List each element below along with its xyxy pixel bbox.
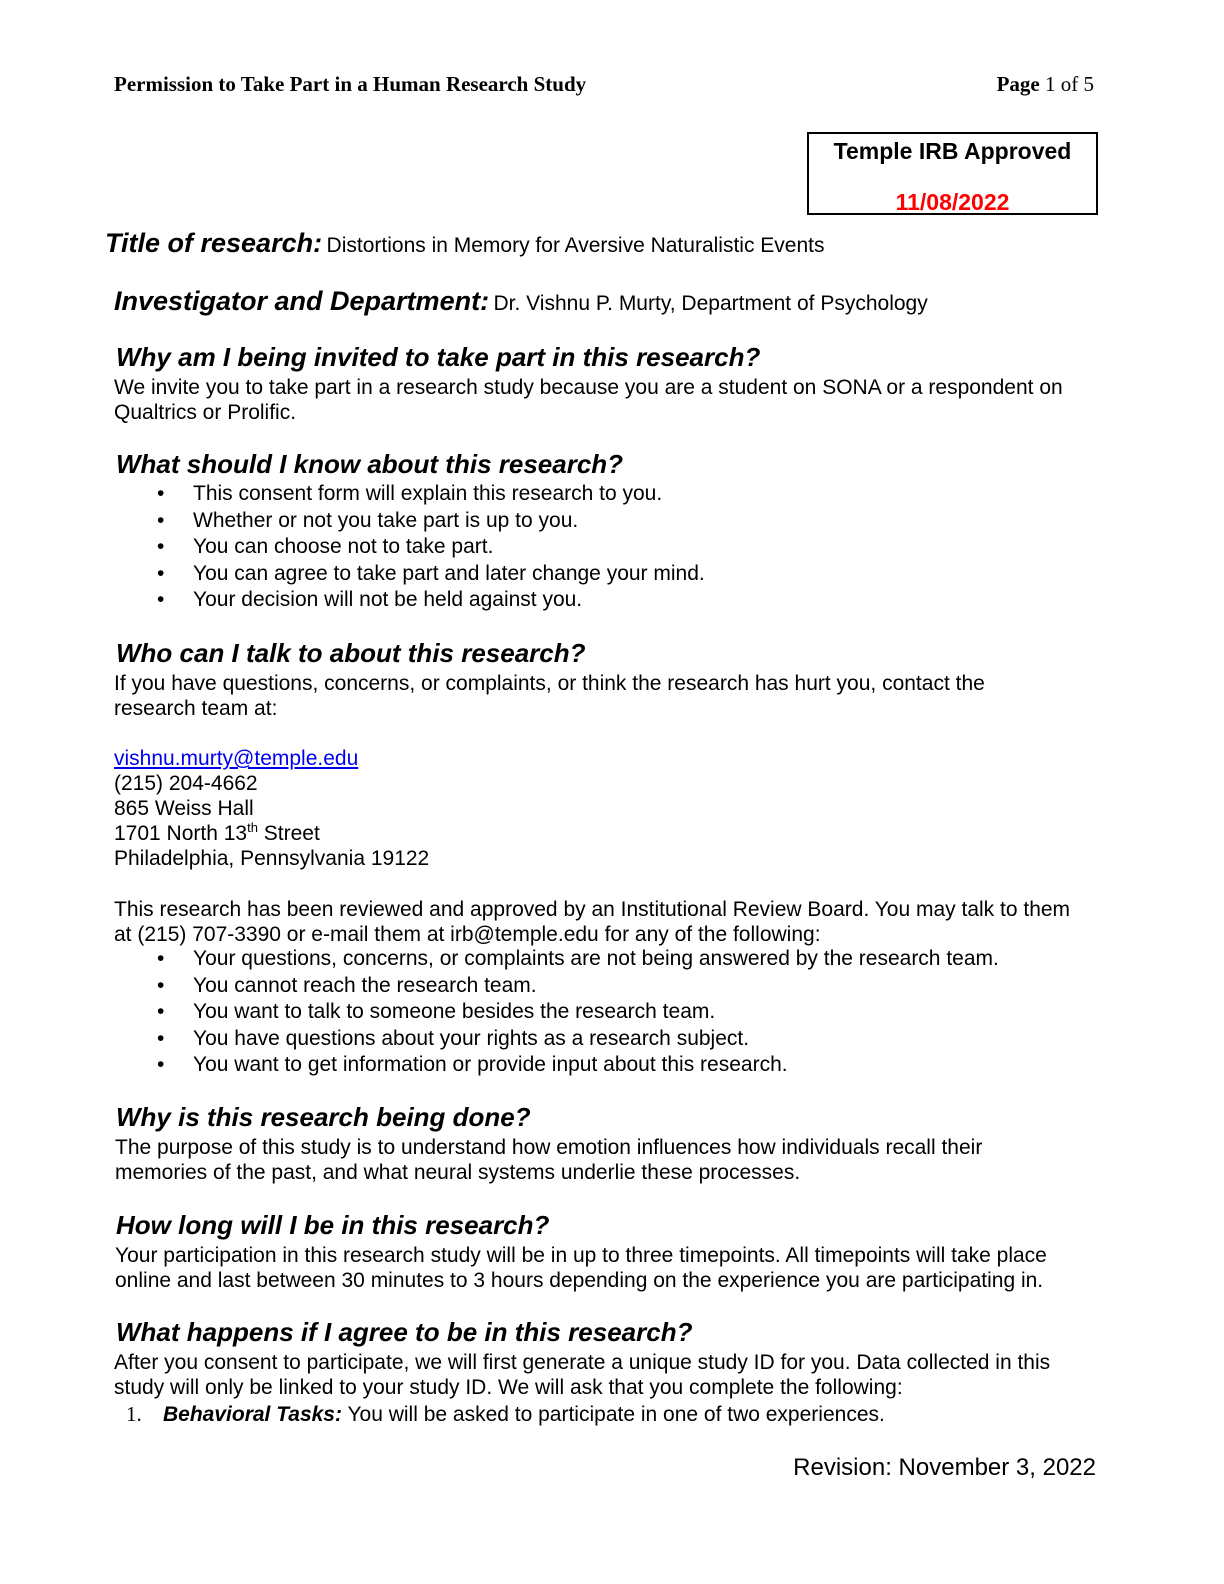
what-know-list xyxy=(114,481,705,614)
why-invited-text: We invite you to take part in a research study because you are a student on SONA or a respondent on Qualtrics or Prolific. xyxy=(114,376,1063,424)
list-item: • You cannot reach the research team. xyxy=(114,973,999,1000)
why-invited-heading: Why am I being invited to take part in this research? xyxy=(116,342,761,372)
why-done-heading: Why is this research being done? xyxy=(116,1102,531,1132)
research-title-line xyxy=(105,228,825,259)
contact-email-link[interactable]: vishnu.murty@temple.edu xyxy=(114,747,359,770)
irb-reasons-list xyxy=(114,946,999,1079)
list-number: 1. xyxy=(126,1402,142,1426)
list-item: • This consent form will explain this research to you. xyxy=(114,481,705,508)
list-item-text: You will be asked to participate in one of two experiences. xyxy=(341,1403,885,1426)
list-item: • Your questions, concerns, or complaints are not being answered by the research team. xyxy=(114,946,999,973)
page-number xyxy=(997,72,1094,97)
list-item: • You want to talk to someone besides the research team. xyxy=(114,999,999,1026)
document-title: Permission to Take Part in a Human Research Study xyxy=(114,72,587,96)
page-label: Page xyxy=(996,72,1040,96)
what-happens-heading: What happens if I agree to be in this research? xyxy=(116,1317,693,1347)
how-long-text: Your participation in this research study will be in up to three timepoints. All timepoints will take place online and last between 30 minutes to 3 hours depending on the experience you are participating in. xyxy=(115,1244,1047,1292)
how-long-heading: How long will I be in this research? xyxy=(116,1210,550,1240)
list-item: • You have questions about your rights as a research subject. xyxy=(114,1026,999,1053)
irb-stamp-date: 11/08/2022 xyxy=(895,189,1010,215)
contact-room: 865 Weiss Hall xyxy=(114,797,254,820)
investigator-line xyxy=(114,286,928,317)
research-title-label: Title of research: xyxy=(105,228,323,258)
investigator-label: Investigator and Department: xyxy=(114,286,490,316)
contact-phone: (215) 204-4662 xyxy=(114,772,258,795)
page-info: 1 of 5 xyxy=(1045,72,1094,96)
who-talk-heading: Who can I talk to about this research? xyxy=(116,638,586,668)
research-title-value: Distortions in Memory for Aversive Naturalistic Events xyxy=(326,234,825,257)
list-item-label: Behavioral Tasks: xyxy=(163,1403,342,1426)
what-know-heading: What should I know about this research? xyxy=(116,449,624,479)
contact-street: 1701 North 13th Street xyxy=(114,820,320,845)
list-item: • You can agree to take part and later change your mind. xyxy=(114,561,705,588)
list-item: • You can choose not to take part. xyxy=(114,534,705,561)
numbered-list-item xyxy=(126,1402,885,1427)
list-item: • You want to get information or provide input about this research. xyxy=(114,1052,999,1079)
investigator-value: Dr. Vishnu P. Murty, Department of Psychology xyxy=(493,292,928,315)
what-happens-text: After you consent to participate, we will first generate a unique study ID for you. Data collected in this study will only be linked to your study ID. We will ask that you complete the following: xyxy=(114,1351,1051,1399)
list-item: • Whether or not you take part is up to you. xyxy=(114,508,705,535)
list-item: • Your decision will not be held against you. xyxy=(114,587,705,614)
contact-city: Philadelphia, Pennsylvania 19122 xyxy=(114,847,430,870)
revision-footer: Revision: November 3, 2022 xyxy=(793,1454,1096,1481)
irb-stamp-title: Temple IRB Approved xyxy=(833,138,1072,164)
why-done-text: The purpose of this study is to understand how emotion influences how individuals recall their memories of the past, and what neural systems underlie these processes. xyxy=(115,1136,983,1184)
who-talk-text: If you have questions, concerns, or complaints, or think the research has hurt you, contact the research team at: xyxy=(114,672,985,720)
irb-approval-stamp xyxy=(807,132,1098,215)
irb-contact-text: This research has been reviewed and approved by an Institutional Review Board. You may talk to them at (215) 707-3390 or e-mail them at irb@temple.edu for any of the following: xyxy=(114,898,1071,946)
contact-block xyxy=(114,746,429,871)
